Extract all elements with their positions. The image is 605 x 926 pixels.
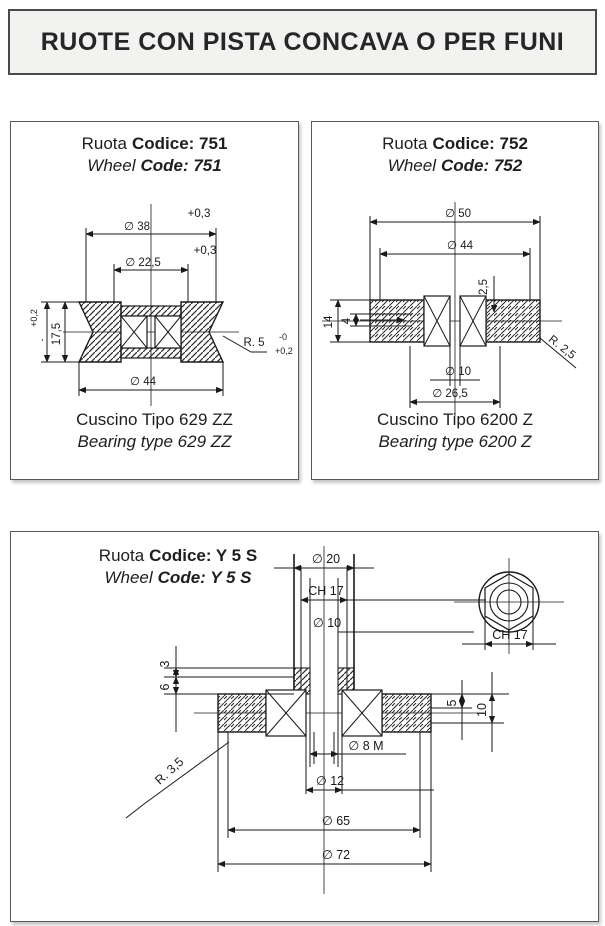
panel-wheel-y5s — [10, 531, 599, 922]
panel-751-header — [11, 122, 298, 177]
label-wheel: Wheel — [87, 156, 136, 176]
bearing-right — [460, 296, 486, 346]
wheel-751-drawing — [11, 184, 298, 410]
label-wheel: Wheel — [104, 568, 153, 588]
dim-dia44: ∅ 44 — [446, 240, 474, 252]
dim-dia20: ∅ 20 — [311, 552, 341, 566]
dim-thread-8m: ∅ 8 M — [348, 739, 384, 753]
dim-radius-r25: R. 2,5 — [546, 333, 578, 362]
panel-wheel-751 — [10, 121, 299, 480]
bearing-left — [121, 316, 147, 348]
dim-bore-dia10: ∅ 10 — [444, 366, 472, 378]
dim-tol38: +0,3 — [187, 208, 211, 220]
dimension-labels — [152, 552, 528, 862]
dim-r5-tol-top: -0 — [279, 332, 288, 342]
dimension-labels — [29, 208, 293, 388]
dim-dia10: ∅ 10 — [312, 616, 342, 630]
dim-dia12: ∅ 12 — [315, 774, 345, 788]
wheel-section — [218, 690, 431, 767]
dim-lip-25: 2,5 — [478, 279, 490, 295]
dim-dia225: ∅ 22,5 — [125, 257, 161, 269]
panel-752-title-en — [312, 155, 598, 177]
code-751-it: Codice: 751 — [131, 134, 228, 153]
page-title: RUOTE CON PISTA CONCAVA O PER FUNI — [40, 27, 565, 56]
dim-radius-r35: R. 3,5 — [152, 754, 187, 788]
dim-tol225: +0,3 — [193, 245, 217, 257]
dim-dia50: ∅ 50 — [444, 208, 472, 220]
panel-752-caption — [312, 409, 598, 453]
dim-h5: 5 — [445, 699, 459, 707]
dim-htol-minus: - — [37, 338, 47, 342]
panel-751-title-it — [11, 133, 298, 155]
panel-wheel-752 — [311, 121, 599, 480]
bearing-right — [155, 316, 181, 348]
label-ruota: Ruota — [382, 134, 428, 153]
panel-752-title-it — [312, 133, 598, 155]
dim-dia65: ∅ 65 — [321, 814, 351, 828]
dim-h10: 10 — [475, 703, 489, 717]
dim-radius-r5: R. 5 — [243, 337, 265, 349]
code-752-en: Code: 752 — [440, 156, 523, 176]
code-751-en: Code: 751 — [140, 156, 222, 176]
bearing-left — [266, 690, 306, 736]
dim-hub-dia265: ∅ 26,5 — [432, 388, 468, 400]
dim-dia72: ∅ 72 — [321, 848, 351, 862]
wheel-752-drawing — [312, 180, 598, 420]
wheel-y5s-drawing — [14, 542, 594, 920]
panel-751-caption — [11, 409, 298, 453]
bearing-751-it: Cuscino Tipo 629 ZZ — [76, 409, 233, 429]
code-752-it: Codice: 752 — [432, 134, 528, 153]
dim-dia38: ∅ 38 — [123, 221, 151, 233]
dim-htol-plus: +0,2 — [29, 309, 39, 327]
dim-step6: 6 — [158, 683, 172, 691]
dim-h4: 4 — [341, 317, 353, 325]
page-title-box — [8, 9, 597, 75]
label-wheel: Wheel — [387, 156, 436, 176]
dim-h14: 14 — [323, 315, 335, 329]
bearing-right — [342, 690, 382, 736]
label-ruota: Ruota — [81, 134, 127, 153]
dim-r5-tol-bot: +0,2 — [275, 346, 293, 356]
dim-height-175: 17,5 — [51, 322, 63, 346]
label-ruota: Ruota — [98, 546, 145, 565]
panel-751-title-en — [11, 155, 298, 177]
code-y5s-it: Codice: Y 5 S — [149, 546, 258, 565]
bearing-751-en: Bearing type 629 ZZ — [77, 431, 232, 451]
dim-dia44: ∅ 44 — [129, 376, 157, 388]
panel-752-header — [312, 122, 598, 177]
bearing-left — [424, 296, 450, 346]
bearing-752-it: Cuscino Tipo 6200 Z — [377, 409, 533, 429]
dim-ch17-front: CH 17 — [308, 584, 344, 598]
bearing-752-en: Bearing type 6200 Z — [378, 431, 532, 451]
code-y5s-en: Code: Y 5 S — [157, 568, 252, 588]
dim-step3: 3 — [158, 660, 172, 668]
dim-ch17-side: CH 17 — [492, 628, 528, 642]
